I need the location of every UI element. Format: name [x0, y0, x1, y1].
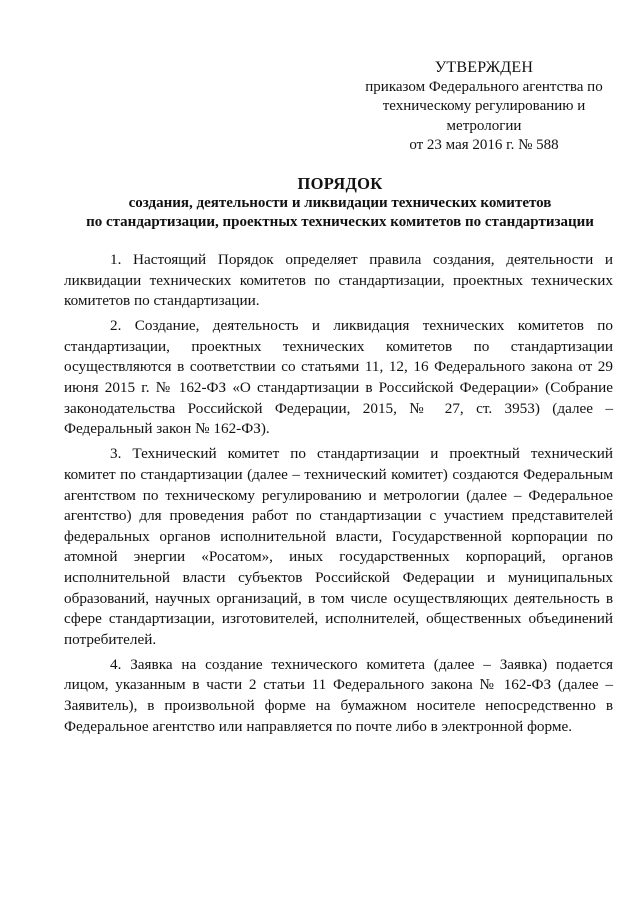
document-subtitle-line1: создания, деятельности и ликвидации технических комитетов	[128, 195, 552, 211]
document-subtitle-line2: по стандартизации, проектных технических комитетов по стандартизации	[86, 213, 594, 230]
approval-title: УТВЕРЖДЕН	[434, 59, 534, 76]
paragraph-4: 4. Заявка на создание технического комитета (далее – Заявка) подается лицом, указанным в части 2 статьи 11 Федерального закона № 162-ФЗ (далее – Заявитель), в произвольной форме на бумажном носителе непосредственно в Федеральное агентство или направляется по почте либо в электронной форме.	[64, 655, 613, 735]
document-body	[64, 250, 613, 737]
paragraph-1: 1. Настоящий Порядок определяет правила создания, деятельности и ликвидации технических комитетов по стандартизации, проектных технических комитетов по стандартизации.	[64, 251, 613, 310]
document-heading	[40, 174, 640, 231]
paragraph-3: 3. Технический комитет по стандартизации и проектный технический комитет по стандартизации (далее – технический комитет) создаются Федеральным агентством по техническому регулированию и метрологии (далее – Федеральное агентство) для проведения работ по стандартизации с участием представителей федеральных органов исполнительной власти, Государственной корпорации по атомной энергии «Росатом», иных государственных корпораций, органов исполнительной власти субъектов Российской Федерации и муниципальных образований, научных организаций, в том числе осуществляющих деятельность в сфере стандартизации, изготовителей, исполнителей, общественных объединений потребителей.	[64, 445, 613, 648]
approval-line-date: от 23 мая 2016 г. № 588	[409, 137, 559, 153]
approval-line-order: приказом Федерального агентства по	[365, 78, 603, 95]
approval-line-agency: техническому регулированию и	[382, 98, 586, 114]
approval-line-metrology: метрологии	[446, 117, 522, 134]
document-title: ПОРЯДОК	[297, 174, 383, 193]
approval-stamp-block	[352, 58, 616, 156]
paragraph-2: 2. Создание, деятельность и ликвидация технических комитетов по стандартизации, проектных технических комитетов по стандартизации осуществляются в соответствии со статьями 11, 12, 16 Федерального закона от 29 июня 2015 г. № 162-ФЗ «О стандартизации в Российской Федерации» (Собрание законодательства Российской Федерации, 2015, № 27, ст. 3953) (далее – Федеральный закон № 162-ФЗ).	[64, 317, 613, 438]
